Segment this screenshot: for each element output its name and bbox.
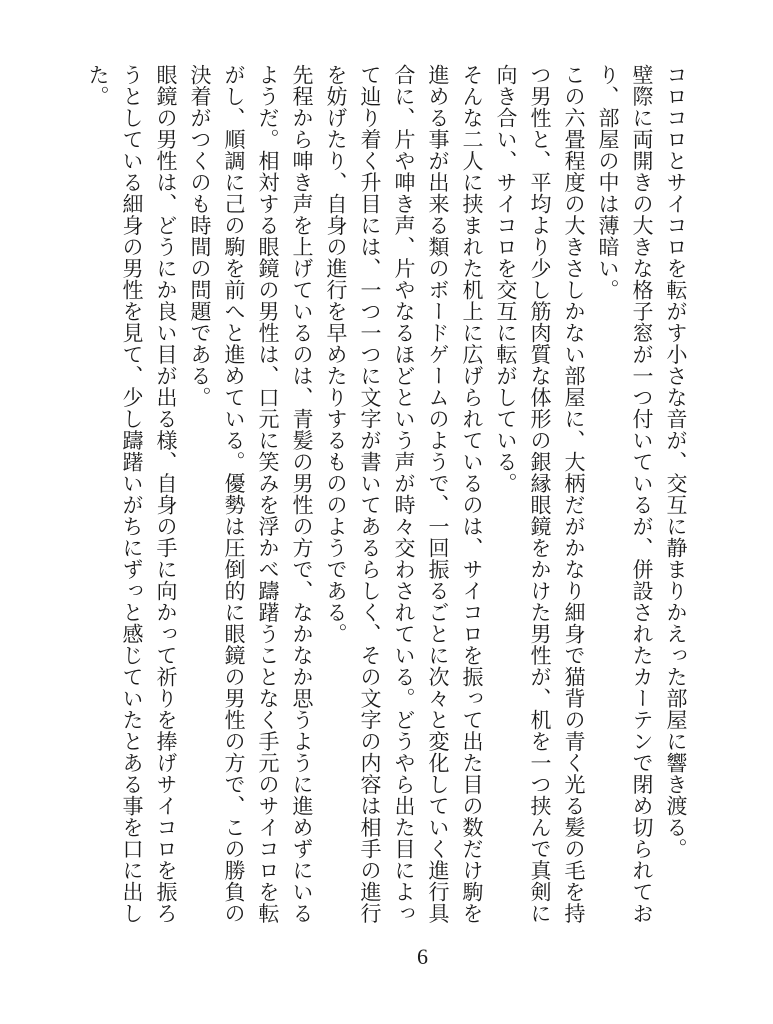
paragraph-3: この六畳程度の大きさしかない部屋に、大柄だがかなり細身で猫背の青く光る髪の毛を持つ男性と、平均より少し筋肉質な体形の銀縁眼鏡をかけた男性が、机を一つ挟んで真剣に向き合い、サイコロを交互に転がしている。 (494, 64, 586, 924)
paragraph-2: 壁際に両開きの大きな格子窓が一つ付いているが、併設されたカーテンで閉め切られており、部屋の中は薄暗い。 (596, 64, 654, 924)
page-number: 6 (417, 944, 428, 969)
paragraph-4: そんな二人に挟まれた机上に広げられているのは、サイコロを振って出た目の数だけ駒を進める事が出来る類のボードゲームのようで、一回振るごとに次々と変化していく進行具合に、片や呻き声、片やなるほどという声が時々交わされている。どうやら出た目によって辿り着く升目には、一つ一つに文字が書いてあるらしく、その文字の内容は相手の進行を妨げたり、自身の進行を早めたりするもののようである。 (324, 64, 484, 924)
paragraph-5: 先程から呻き声を上げているのは、青髪の男性の方で、なかなか思うように進めずにいるようだ。相対する眼鏡の男性は、口元に笑みを浮かべ躊躇うことなく手元のサイコロを転がし、順調に己の駒を前へと進めている。優勢は圧倒的に眼鏡の男性の方で、この勝負の決着がつくのも時間の問題である。 (188, 64, 314, 924)
vertical-text-body (81, 64, 693, 944)
paragraph-1: コロコロとサイコロを転がす小さな音が、交互に静まりかえった部屋に響き渡る。 (664, 64, 688, 860)
paragraph-6: 眼鏡の男性は、どうにか良い目が出る様、自身の手に向かって祈りを捧げサイコロを振ろうとしている細身の男性を見て、少し躊躇いがちにずっと感じていたとある事を口に出した。 (86, 64, 178, 924)
